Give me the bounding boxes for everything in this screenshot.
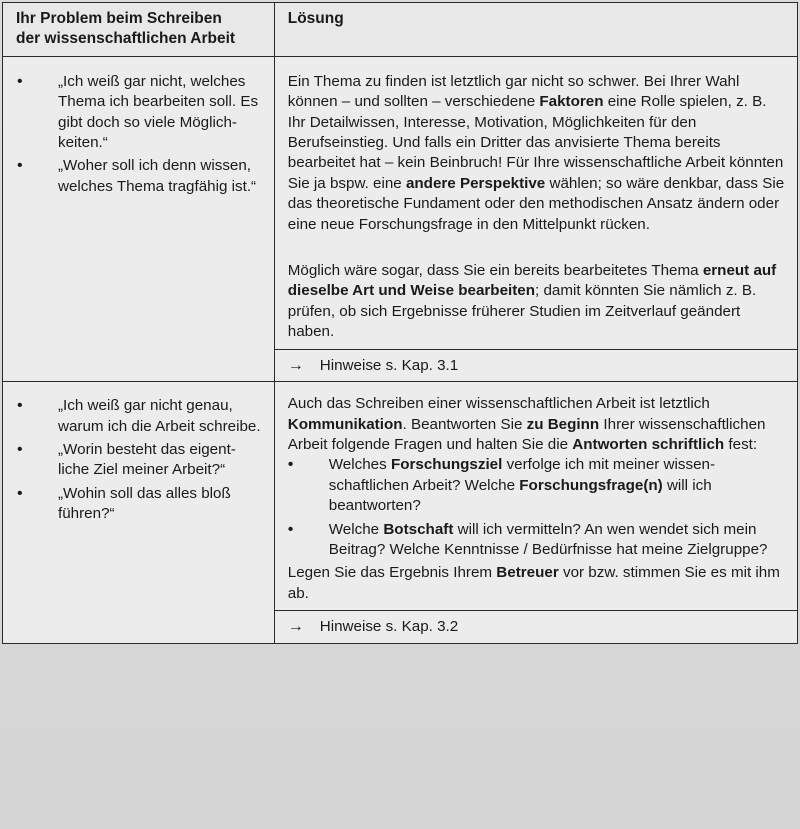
chapter-reference <box>275 610 797 642</box>
list-item: • „Ich weiß gar nicht genau, warum ich die Arbeit schreibe. <box>17 396 262 437</box>
text-span: Legen Sie das Ergebnis Ihrem <box>287 564 497 582</box>
table-row <box>3 56 798 381</box>
solution-column-header <box>274 3 797 57</box>
solution-cell <box>274 56 797 381</box>
text-span: Welches <box>328 456 391 474</box>
text-span: Möglich wäre sogar, dass Sie ein bereits bearbeitetes Thema <box>287 262 703 280</box>
text-span: verfolge ich mit meiner wissenschaftlichen Arbeit? Welche <box>328 456 716 494</box>
text-span: fest: <box>724 435 758 453</box>
bold-term: Faktoren <box>539 93 604 111</box>
text-span: Ihrer wissenschaftlichen Arbeit folgende Fragen und halten Sie die <box>287 415 766 453</box>
text-span: vor bzw. stimmen Sie es mit ihm ab. <box>287 564 780 602</box>
list-item: • „Ich weiß gar nicht, welches Thema ich bearbeiten soll. Es gibt doch so viele Möglichkeiten.“ <box>17 72 262 154</box>
solution-paragraph <box>275 57 797 241</box>
text-span: will ich beantworten? <box>328 476 712 515</box>
problem-header-line2: der wissenschaftlichen Arbeit <box>16 30 236 48</box>
bold-term: andere Perspektive <box>405 174 546 192</box>
bold-term: Betreuer <box>496 564 559 582</box>
problem-column-header <box>3 3 275 57</box>
bold-term: Antworten schriftlich <box>572 435 725 453</box>
problem-header-line1: Ihr Problem beim Schreiben <box>16 10 222 27</box>
text-span: will ich vermitteln? An wen wendet sich mein Beitrag? Welche Kenntnisse / Bedürfnisse hat meine Zielgruppe? <box>328 520 768 558</box>
solution-paragraph <box>275 382 797 610</box>
text-span: eine Rolle spielen, z. B. Ihr Detailwissen, Interesse, Motivation, Möglichkeiten für den Berufseinstieg. Und falls ein Dritter das anvisierte Thema bereits bearbeitet hat – kein Beinbruch! Für Ihre wissenschaftliche Arbeit könnten Sie ja bspw. eine <box>287 93 784 192</box>
solution-header-text: Lösung <box>287 10 344 27</box>
problem-solution-table <box>2 2 798 644</box>
problem-cell <box>3 382 275 643</box>
text-span: . Beantworten Sie <box>402 415 527 433</box>
text-span: Ein Thema zu finden ist letztlich gar nicht so schwer. Bei Ihrer Wahl können – und sollten – verschiedene <box>287 72 740 111</box>
list-item <box>288 455 785 516</box>
list-item: • „Worin besteht das eigentliche Ziel meiner Arbeit?“ <box>17 440 262 481</box>
bold-term: Kommunikation <box>287 415 403 433</box>
solution-paragraph <box>275 241 797 349</box>
bold-term: erneut auf dieselbe Art und Weise bearbeiten <box>287 262 777 300</box>
problem-list <box>17 396 262 524</box>
reference-text: Hinweise s. Kap. 3.1 <box>319 356 459 374</box>
text-span: ; damit könnten Sie nämlich z. B. prüfen, ob sich Ergebnisse früherer Studien im Zeitverlauf geändert haben. <box>287 282 757 341</box>
text-span: Welche <box>328 520 384 538</box>
bold-term: Forschungsziel <box>390 456 503 474</box>
text-span: Auch das Schreiben einer wissenschaftlichen Arbeit ist letztlich <box>287 395 710 413</box>
problem-cell <box>3 56 275 381</box>
table-header-row <box>3 3 798 57</box>
table-row <box>3 382 798 643</box>
bold-term: Botschaft <box>383 520 454 538</box>
text-span: wählen; so wäre denkbar, dass Sie das theoretische Fundament oder den methodischen Ansatz ändern oder eine neue Forschungsfrage in den Mittelpunkt rücken. <box>287 174 785 233</box>
problem-list <box>17 72 262 197</box>
arrow-right-icon: → <box>287 356 304 374</box>
solution-cell <box>274 382 797 643</box>
list-item: • „Wohin soll das alles bloß führen?“ <box>17 484 262 525</box>
reference-text: Hinweise s. Kap. 3.2 <box>319 618 459 636</box>
arrow-right-icon: → <box>287 618 304 636</box>
bold-term: Forschungsfrage(n) <box>519 476 663 494</box>
list-item: • „Woher soll ich denn wissen, welches Thema tragfähig ist.“ <box>17 156 262 197</box>
bold-term: zu Beginn <box>526 415 600 433</box>
question-list <box>288 455 785 560</box>
list-item <box>288 520 785 561</box>
chapter-reference <box>275 349 797 381</box>
